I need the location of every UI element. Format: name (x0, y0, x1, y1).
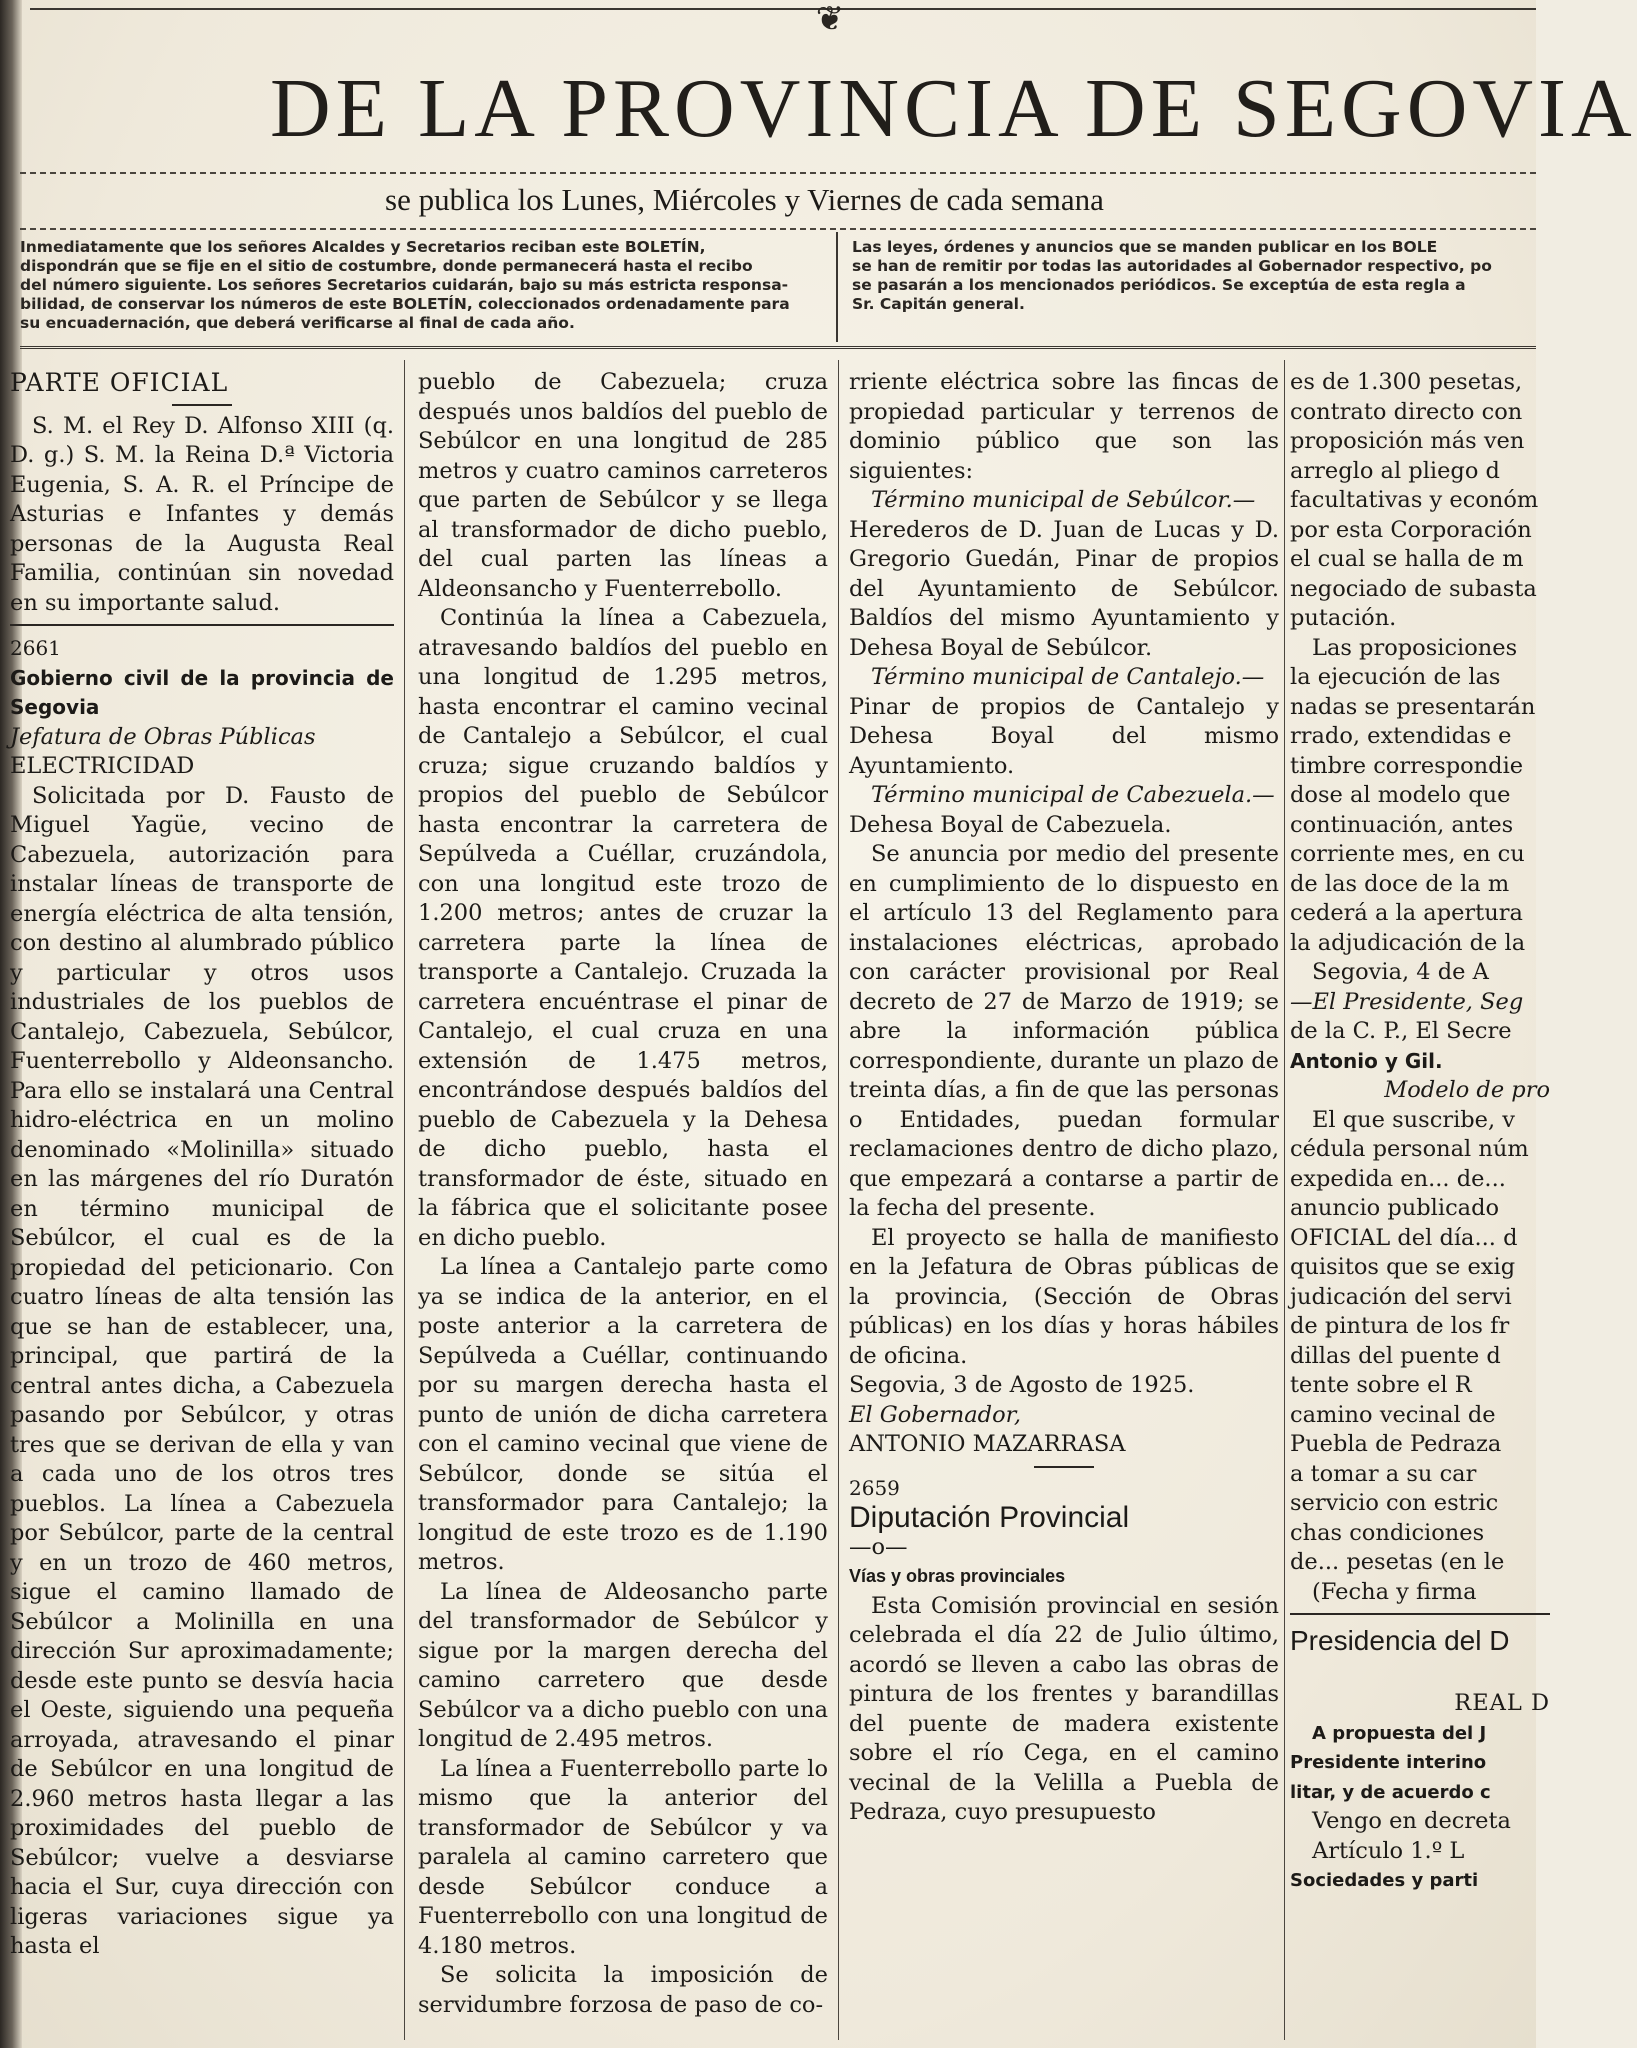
paragraph: Herederos de D. Juan de Lucas y D. Gregorio Guedán, Pinar de propios del Ayuntamiento de Sebúlcor. Baldíos del mismo Ayuntamiento y Dehesa Boyal de Sebúlcor. (849, 516, 1279, 661)
text-line: dose al modelo que (1290, 782, 1511, 808)
text-line: cédula personal núm (1290, 1136, 1529, 1162)
paragraph: La línea de Aldeosancho parte del transformador de Sebúlcor y sigue por la margen derecha del camino carretero que desde Sebúlcor va a dicho pueblo con una longitud de 2.495 metros. (418, 1578, 828, 1752)
text-line: por esta Corporación (1290, 516, 1532, 543)
text-line: Puebla de Pedraza (1290, 1431, 1502, 1457)
modelo-heading: Modelo de pro (1384, 1077, 1550, 1103)
real-decreto-heading: REAL D (1454, 1690, 1550, 1716)
masthead-rule (20, 172, 1536, 174)
text-line: OFICIAL del día... d (1290, 1224, 1518, 1251)
text-line: nadas se presentarán (1290, 693, 1536, 720)
text-line: facultativas y económ (1290, 487, 1539, 513)
text-line: dillas del puente d (1290, 1342, 1501, 1369)
paragraph: rriente eléctrica sobre las fincas de propiedad particular y terrenos de dominio público que son las siguientes: (849, 369, 1279, 484)
column-divider (838, 360, 839, 2040)
notice-line: bilidad, de conservar los números de este BOLETÍN, coleccionados ordenadamente para (20, 295, 790, 313)
termino-heading: Término municipal de Cantalejo.— (871, 664, 1265, 690)
text-line: A propuesta del J (1312, 1722, 1487, 1744)
notice-line: Inmediatamente que los señores Alcaldes y Secretarios reciban este BOLETÍN, (20, 238, 706, 256)
text-line: negociado de subasta (1290, 575, 1537, 602)
text-line: Artículo 1.º L (1312, 1837, 1465, 1864)
separator: —o— (849, 1533, 908, 1560)
text-line: (Fecha y firma (1312, 1578, 1477, 1605)
column-4 (1290, 368, 1550, 1896)
text-line: continuación, antes (1290, 811, 1514, 838)
column-1 (10, 368, 394, 1962)
text-line: quisitos que se exig (1290, 1254, 1516, 1280)
paragraph: pueblo de Cabezuela; cruza después unos baldíos del pueblo de Sebúlcor en una longitud de 285 metros y cuatro caminos carreteros que parten de Sebúlcor y se llega al transformador de dicho pueblo, del cual parten las líneas a Aldeonsancho y Fuenterrebollo. (418, 369, 828, 602)
notice-rule (20, 346, 1536, 349)
notice-line: dispondrán que se fije en el sitio de costumbre, donde permanecerá hasta el recibo (20, 257, 753, 275)
text-line: servicio con estric (1290, 1490, 1499, 1516)
paragraph: La línea a Cantalejo parte como ya se indica de la anterior, en el poste anterior a la carretera de Sepúlveda a Cuéllar, continuando por su margen derecha hasta el punto de unión de dicha carretera con el camino vecinal que viene de Sebúlcor, donde se sitúa el transformador para Cantalejo; la longitud de este trozo es de 1.190 metros. (418, 1254, 828, 1575)
paragraph: El proyecto se halla de manifiesto en la Jefatura de Obras públicas de la provincia, (Sección de Obras públicas) en los días y horas hábiles de oficina. (849, 1224, 1279, 1369)
section-rule (1290, 1613, 1550, 1615)
masthead-ornament: ❦ (815, 0, 845, 39)
text-line: putación. (1290, 605, 1397, 631)
text-line: cederá a la apertura (1290, 900, 1523, 926)
text-line: Sociedades y parti (1290, 1870, 1479, 1891)
column-divider (1284, 360, 1285, 2040)
text-line: litar, y de acuerdo c (1290, 1781, 1491, 1803)
notice-line: su encuadernación, que deberá verificarse al final de cada año. (20, 314, 575, 332)
text-line: la ejecución de las (1290, 664, 1501, 690)
diputacion-heading: Diputación Provincial (849, 1501, 1130, 1534)
electricidad-body: Solicitada por D. Fausto de Miguel Yagüe, vecino de Cabezuela, autorización para instalar líneas de transporte de energía eléctrica de alta tensión, con destino al alumbrado público y particular y otros usos industriales de los pueblos de Cantalejo, Cabezuela, Sebúlcor, Fuenterrebollo y Aldeonsancho. Para ello se instalará una Central hidro-eléctrica en un molino denominado «Molinilla» situado en las márgenes del río Duratón en término municipal de Sebúlcor, el cual es de la propiedad del peticionario. Con cuatro líneas de alta tensión las que se han de establecer, una, principal, que partirá de la central antes dicha, a Cabezuela pasando por Sebúlcor, y otras tres que se derivan de ella y van a cada uno de los otros tres pueblos. La línea a Cabezuela por Sebúlcor, parte de la central y en un trozo de 460 metros, sigue el camino llamado de Sebúlcor a Molinilla en una dirección Sur aproximadamente; desde este punto se desvía hacia el Oeste, siguiendo una pequeña arroyada, atravesando el pinar de Sebúlcor en una longitud de 2.960 metros hasta llegar a las proximidades del pueblo de Sebúlcor; vuelve a desviarse hacia el Sur, cuya dirección con ligeras variaciones sigue ya hasta el (10, 782, 394, 1959)
text-line: Presidente interino (1290, 1752, 1487, 1773)
notice-line: se pasarán a los mencionados periódicos. Se exceptúa de esta regla a (852, 276, 1466, 294)
text-line: anuncio publicado (1290, 1195, 1500, 1221)
signature-line: Segovia, 4 de A (1312, 959, 1489, 985)
text-line: Las proposiciones (1312, 634, 1518, 661)
presidencia-heading: Presidencia del D (1290, 1625, 1510, 1656)
short-rule (1034, 1466, 1094, 1468)
notice-divider (836, 232, 838, 342)
text-line: timbre correspondie (1290, 752, 1524, 779)
column-divider (404, 360, 405, 2040)
signature-line: de la C. P., El Secre (1290, 1018, 1512, 1044)
text-line: camino vecinal de (1290, 1401, 1496, 1428)
text-line: expedida en... de... (1290, 1165, 1506, 1192)
paragraph: Dehesa Boyal de Cabezuela. (849, 811, 1172, 838)
paragraph: Se solicita la imposición de servidumbre forzosa de paso de co- (418, 1962, 828, 2018)
electricidad-heading: ELECTRICIDAD (10, 753, 195, 779)
paragraph: Continúa la línea a Cabezuela, atravesando baldíos del pueblo en una longitud de 1.295 metros, hasta encontrar el camino vecinal de Cantalejo a Sebúlcor, el cual cruza; sigue cruzando baldíos y propios del pueblo de Sebúlcor hasta encontrar la carretera de Sepúlveda a Cuéllar, cruzándola, con una longitud este trozo de 1.200 metros; antes de cruzar la carretera parte la línea de transporte a Cantalejo. Cruzada la carretera encuéntrase el pinar de Cantalejo, el cual cruza en una extensión de 1.475 metros, encontrándose después baldíos del pueblo de Cabezuela y la Dehesa de dicho pueblo, hasta el transformador de éste, situado en la fábrica que el solicitante posee en dicho pueblo. (418, 605, 828, 1251)
text-line: de las doce de la m (1290, 870, 1510, 897)
text-line: la adjudicación de la (1290, 929, 1526, 956)
masthead-title: DE LA PROVINCIA DE SEGOVIA (270, 62, 1637, 155)
termino-heading: Término municipal de Cabezuela.— (871, 782, 1275, 808)
royal-notice: S. M. el Rey D. Alfonso XIII (q. D. g.) S. M. la Reina D.ª Victoria Eugenia, S. A. R. el Príncipe de Asturias e Infantes y demás personas de la Augusta Real Familia, continúan sin novedad en su importante salud. (10, 412, 394, 616)
text-line: es de 1.300 pesetas, (1290, 369, 1523, 395)
text-line: el cual se halla de m (1290, 546, 1524, 572)
text-line: a tomar a su car (1290, 1460, 1477, 1487)
masthead-subtitle: se publica los Lunes, Miércoles y Viernes de cada semana (385, 182, 1104, 217)
parte-oficial-heading: PARTE OFICIAL (10, 368, 229, 397)
paragraph: La línea a Fuenterrebollo parte lo mismo que la anterior del transformador de Sebúlcor y va paralela al camino carretero que desde Sebúlcor conduce a Fuenterrebollo con una longitud de 4.180 metros. (418, 1755, 828, 1959)
column-2 (418, 368, 828, 2020)
text-line: tente sobre el R (1290, 1372, 1472, 1398)
signature: ANTONIO MAZARRASA (849, 1431, 1126, 1457)
text-line: Vengo en decreta (1312, 1808, 1511, 1834)
notice-left (20, 238, 820, 333)
vias-heading: Vías y obras provinciales (849, 1566, 1066, 1586)
date-line: Segovia, 3 de Agosto de 1925. (849, 1372, 1195, 1398)
notice-line: Sr. Capitán general. (852, 295, 1025, 313)
section-rule (10, 624, 394, 626)
text-line: de pintura de los fr (1290, 1313, 1510, 1339)
paragraph: Pinar de propios de Cantalejo y Dehesa Boyal del mismo Ayuntamiento. (849, 693, 1279, 779)
notice-line: se han de remitir por todas las autoridades al Gobernador respectivo, po (852, 257, 1492, 275)
gobierno-civil-heading: Gobierno civil de la provincia de Segovia (10, 665, 394, 719)
paragraph: Esta Comisión provincial en sesión celebrada el día 22 de Julio último, acordó se lleven a cabo las obras de pintura de los frentes y barandillas del puente de madera existente sobre el río Cega, en el camino vecinal de la Velilla a Puebla de Pedraza, cuyo presupuesto (849, 1592, 1279, 1825)
text-line: proposición más ven (1290, 428, 1525, 454)
short-rule (172, 404, 232, 406)
notice-line: Las leyes, órdenes y anuncios que se manden publicar en los BOLE (852, 238, 1438, 256)
text-line: El que suscribe, v (1312, 1106, 1516, 1133)
subtitle-rule (20, 228, 1536, 230)
signature-line: —El Presidente, Seg (1290, 988, 1524, 1015)
text-line: de... pesetas (en le (1290, 1549, 1505, 1575)
gobernador-label: El Gobernador, (849, 1401, 1022, 1428)
jefatura-heading: Jefatura de Obras Públicas (10, 723, 316, 750)
text-line: chas condiciones (1290, 1519, 1485, 1546)
signature-line: Antonio y Gil. (1290, 1048, 1443, 1073)
column-3 (849, 368, 1279, 1828)
text-line: rrado, extendidas e (1290, 723, 1512, 749)
announcement-number: 2661 (10, 636, 61, 660)
text-line: arreglo al pliego d (1290, 457, 1500, 484)
text-line: contrato directo con (1290, 398, 1523, 425)
notice-line: del número siguiente. Los señores Secretarios cuidarán, bajo su más estricta responsa- (20, 276, 789, 294)
notice-right (852, 238, 1536, 314)
text-line: corriente mes, en cu (1290, 841, 1525, 867)
announcement-number: 2659 (849, 1475, 900, 1500)
text-line: judicación del servi (1290, 1283, 1512, 1310)
termino-heading: Término municipal de Sebúlcor.— (871, 487, 1256, 513)
paragraph: Se anuncia por medio del presente en cumplimiento de lo dispuesto en el artículo 13 del Reglamento para instalaciones eléctricas, aprobado con carácter provisional por Real decreto de 27 de Marzo de 1919; se abre la información pública correspondiente, durante un plazo de treinta días, a fin de que las personas o Entidades, puedan formular reclamaciones dentro de dicho plazo, que empezará a contarse a partir de la fecha del presente. (849, 841, 1279, 1221)
